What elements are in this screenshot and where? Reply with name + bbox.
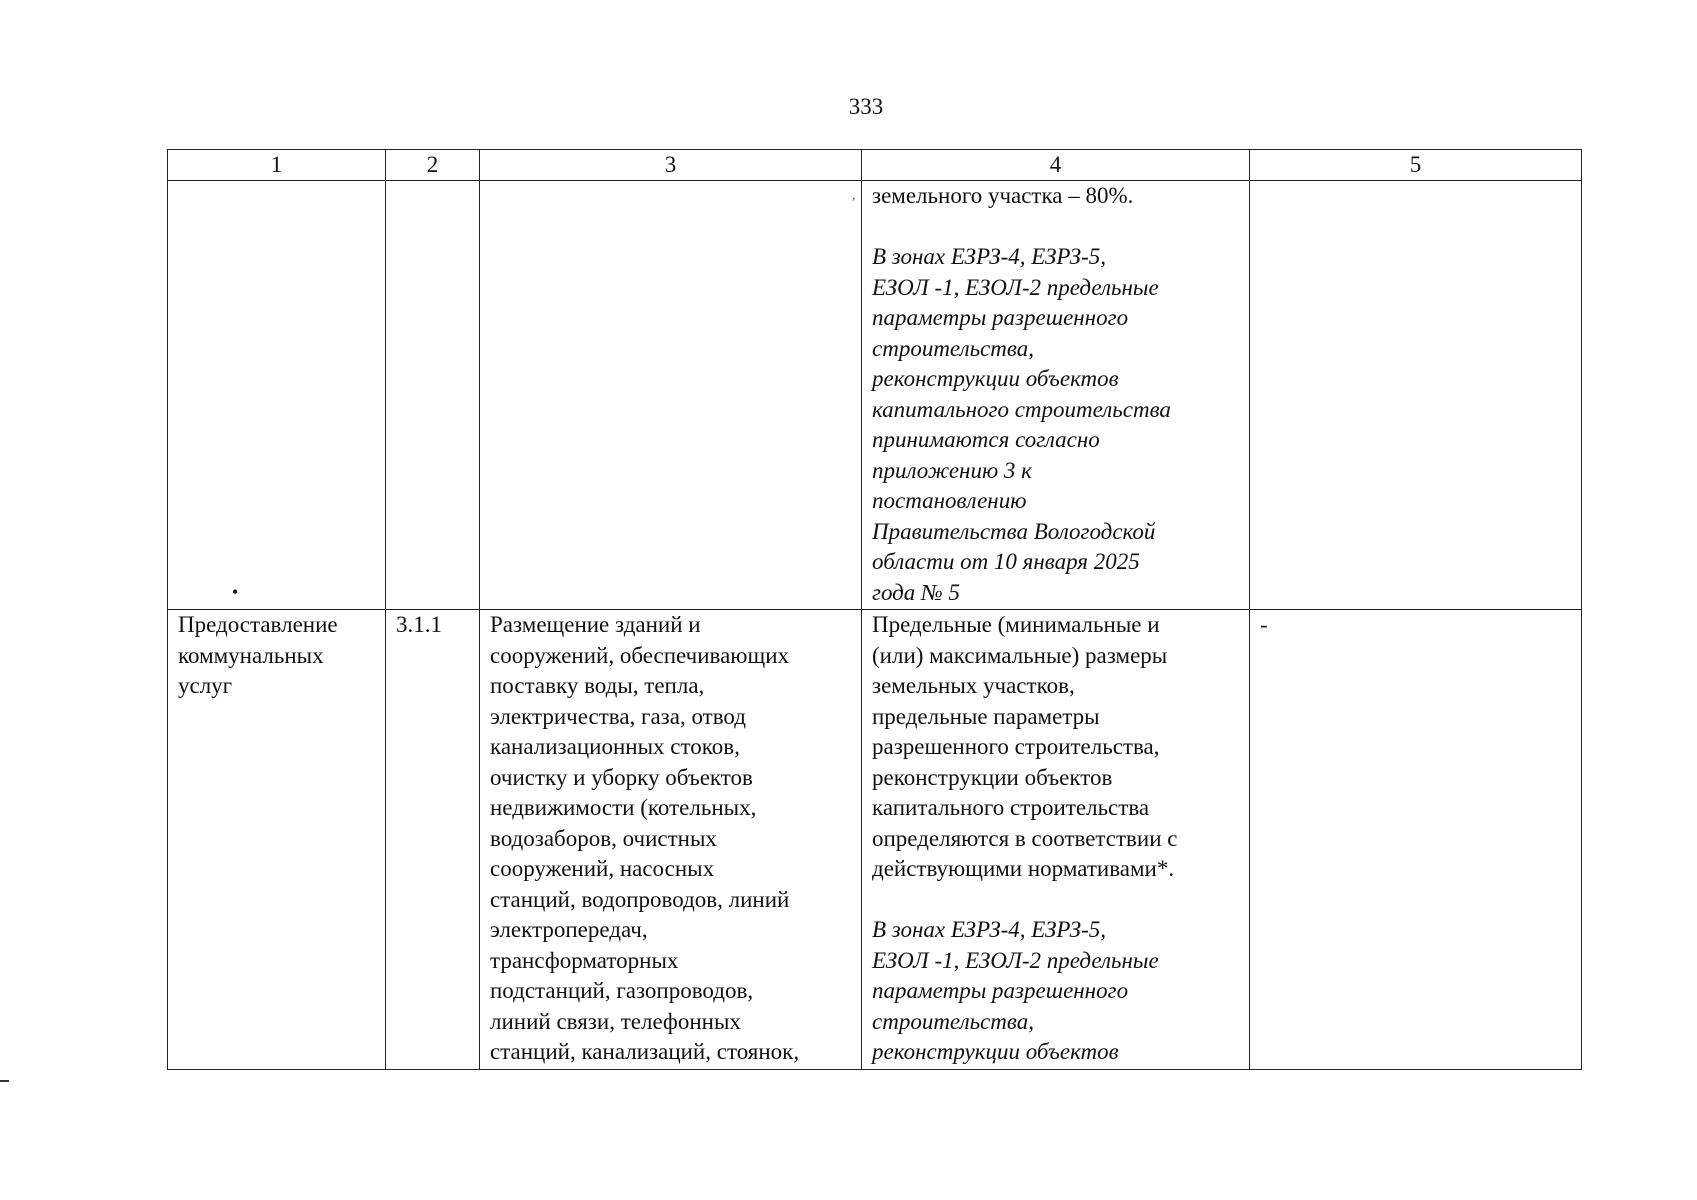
text-line: параметры разрешенного <box>872 305 1129 330</box>
text-line: действующими нормативами*. <box>872 856 1175 881</box>
header-col-5: 5 <box>1250 150 1582 181</box>
text-line: земельных участков, <box>872 673 1075 698</box>
text-line: электричества, газа, отвод <box>490 703 746 729</box>
text-line: поставку воды, тепла, <box>490 673 705 698</box>
text-line: (или) максимальные) размеры <box>872 642 1168 668</box>
text-line: реконструкции объектов <box>872 366 1119 391</box>
text-line: Предоставление <box>178 612 338 637</box>
text-line: станций, водопроводов, линий <box>490 886 790 912</box>
scan-artifact-dot: • <box>232 582 239 602</box>
text-line: подстанций, газопроводов, <box>490 978 754 1003</box>
row2-col4-normal-text <box>872 610 1239 885</box>
text-line: принимаются согласно <box>872 427 1100 452</box>
table-row <box>168 610 1582 1070</box>
row1-col4-italic-text <box>872 242 1239 608</box>
table-header-row <box>168 150 1582 181</box>
text-line: разрешенного строительства, <box>872 734 1160 759</box>
text-line: Размещение зданий и <box>490 612 701 637</box>
page-number: 333 <box>848 94 884 119</box>
text-line: земельного участка – 80%. <box>872 183 1134 208</box>
text-line: капитального строительства <box>872 396 1171 422</box>
text-line: ЕЗОЛ -1, ЕЗОЛ-2 предельные <box>872 947 1159 973</box>
text-line: электропередач, <box>490 917 648 942</box>
row2-col3-description <box>480 610 862 1070</box>
text-line: определяются в соответствии с <box>872 825 1178 851</box>
text-line: услуг <box>178 673 233 698</box>
text-line: строительства, <box>872 335 1034 361</box>
text-line: параметры разрешенного <box>872 978 1129 1003</box>
header-col-3: 3 <box>480 150 862 181</box>
text-line: года № 5 <box>872 579 960 605</box>
text-line: сооружений, насосных <box>490 856 715 881</box>
text-line: ЕЗОЛ -1, ЕЗОЛ-2 предельные <box>872 274 1159 300</box>
header-col-2: 2 <box>386 150 480 181</box>
text-line: линий связи, телефонных <box>490 1008 741 1034</box>
text-line: строительства, <box>872 1008 1034 1034</box>
row1-col5 <box>1250 181 1582 610</box>
row2-col5: - <box>1250 610 1582 1070</box>
text-line: постановлению <box>872 488 1027 513</box>
text-line: капитального строительства <box>872 795 1150 820</box>
text-line: водозаборов, очистных <box>490 825 717 851</box>
header-col-4: 4 <box>862 150 1250 181</box>
text-line: трансформаторных <box>490 947 679 973</box>
row2-col4-parameters <box>862 610 1250 1070</box>
text-line: очистку и уборку объектов <box>490 764 753 790</box>
text-line: канализационных стоков, <box>490 734 740 759</box>
scan-artifact-mark: , <box>852 188 856 203</box>
text-line: недвижимости (котельных, <box>490 795 757 820</box>
text-line: Правительства Вологодской <box>872 518 1156 544</box>
row2-col1-category <box>168 610 386 1070</box>
regulations-table <box>167 149 1582 1070</box>
row2-col4-italic-text <box>872 915 1239 1068</box>
text-line: сооружений, обеспечивающих <box>490 642 789 668</box>
text-line: реконструкции объектов <box>872 1039 1119 1064</box>
table-row <box>168 181 1582 610</box>
text-line: коммунальных <box>178 642 324 668</box>
row1-col2 <box>386 181 480 610</box>
row1-col3 <box>480 181 862 610</box>
text-line: приложению 3 к <box>872 457 1032 483</box>
row1-col4 <box>862 181 1250 610</box>
text-line: В зонах ЕЗРЗ-4, ЕЗРЗ-5, <box>872 917 1106 942</box>
text-line: предельные параметры <box>872 703 1100 729</box>
text-line: станций, канализаций, стоянок, <box>490 1039 800 1064</box>
row1-col4-normal-text <box>872 181 1239 212</box>
text-line: В зонах ЕЗРЗ-4, ЕЗРЗ-5, <box>872 244 1106 269</box>
header-col-1: 1 <box>168 150 386 181</box>
scan-edge-mark <box>0 1080 9 1082</box>
text-line: реконструкции объектов <box>872 764 1113 790</box>
row2-col2-code: 3.1.1 <box>386 610 480 1070</box>
text-line: области от 10 января 2025 <box>872 549 1140 574</box>
text-line: Предельные (минимальные и <box>872 612 1160 637</box>
row1-col1 <box>168 181 386 610</box>
